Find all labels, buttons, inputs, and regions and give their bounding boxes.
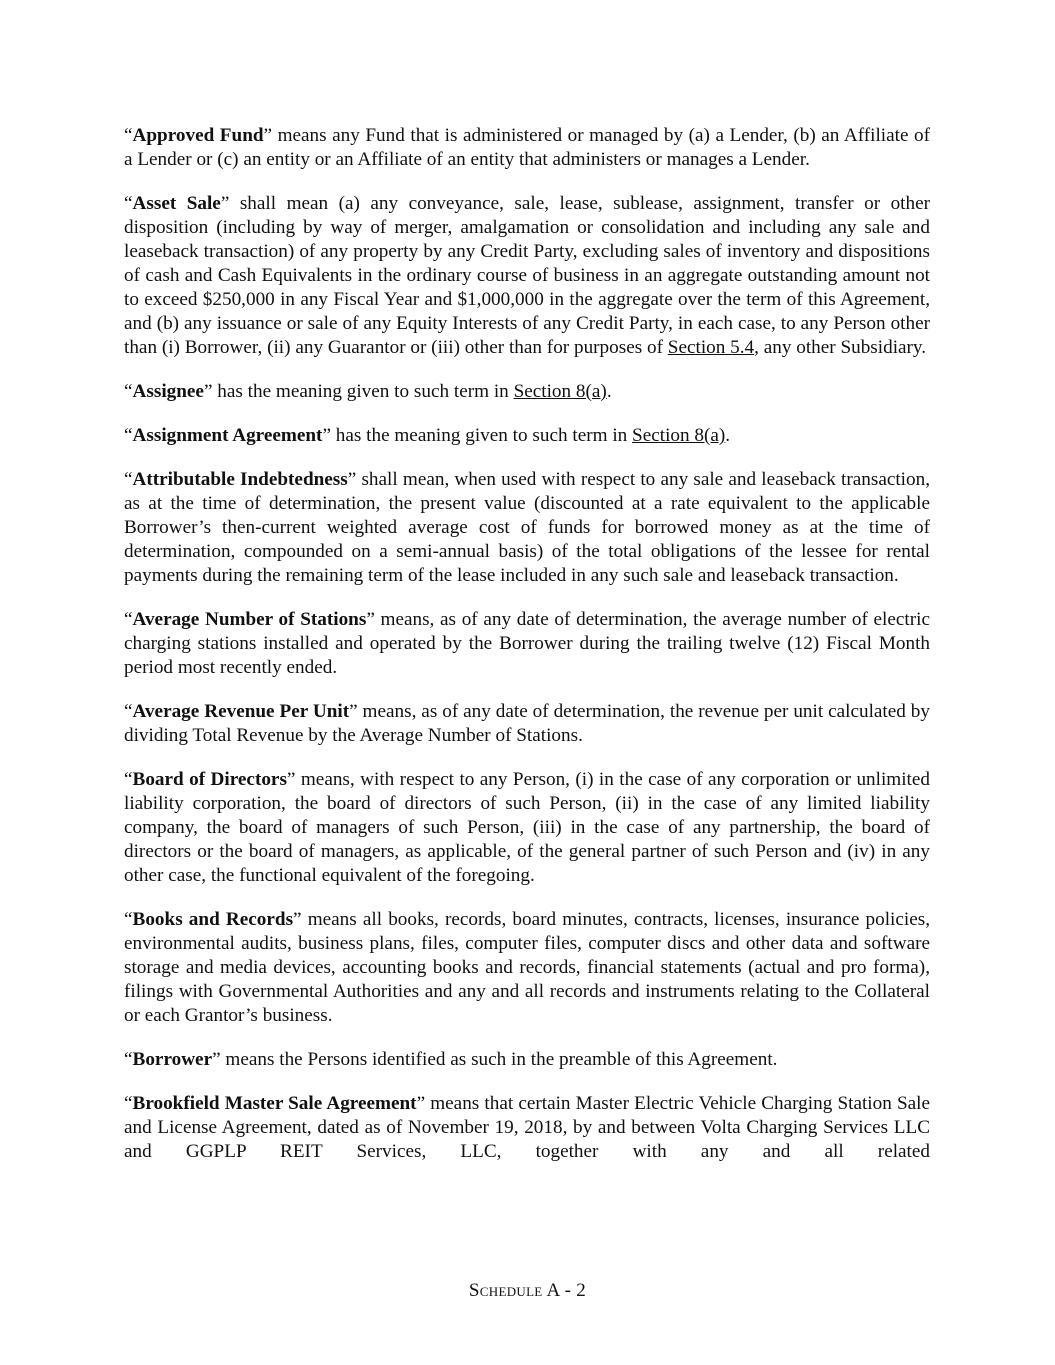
definition-text-tail: , any other Subsidiary. (754, 337, 927, 358)
defined-term: Board of Directors (132, 769, 287, 790)
defined-term: Assignment Agreement (132, 425, 323, 446)
defined-term: Assignee (132, 381, 204, 402)
definition-text: has the meaning given to such term in (212, 381, 514, 402)
definition-average-number-of-stations: “Average Number of Stations” means, as of any date of determination, the average number of electric charging stations installed and operated by the Borrower during the trailing twelve (12) Fiscal Month period most recently ended. (124, 609, 930, 678)
definition-text: shall mean, when used with respect to any sale and leaseback transaction, as at the time of determination, the present value (discounted at a rate equivalent to the applicable Borrower’s then-current weighted average cost of funds for borrowed money as at the time of determination, compounded on a semi-annual basis) of the total obligations of the lessee for rental payments during the remaining term of the lease included in any such sale and leaseback transaction. (124, 469, 930, 586)
section-reference: Section 8(a) (632, 425, 726, 446)
defined-term: Average Number of Stations (132, 609, 367, 630)
page-footer: Schedule A - 2 (468, 1280, 587, 1301)
definition-board-of-directors: “Board of Directors” means, with respect to any Person, (i) in the case of any corporation or unlimited liability corporation, the board of directors of such Person, (ii) in the case of any limited liability company, the board of managers of such Person, (iii) in the case of any partnership, the board of directors or the board of managers, as applicable, of the general partner of such Person and (iv) in any other case, the functional equivalent of the foregoing. (124, 769, 930, 886)
definition-attributable-indebtedness: “Attributable Indebtedness” shall mean, when used with respect to any sale and leaseback transaction, as at the time of determination, the present value (discounted at a rate equivalent to the applicable Borrower’s then-current weighted average cost of funds for borrowed money as at the time of determination, compounded on a semi-annual basis) of the total obligations of the lessee for rental payments during the remaining term of the lease included in any such sale and leaseback transaction. (124, 469, 930, 586)
defined-term: Books and Records (132, 909, 294, 930)
definition-text: means, as of any date of determination, the average number of electric charging stations installed and operated by the Borrower during the trailing twelve (12) Fiscal Month period most recently ended. (124, 609, 930, 678)
definition-text: has the meaning given to such term in (330, 425, 633, 446)
definition-text: means any Fund that is administered or managed by (a) a Lender, (b) an Affiliate of a Lender or (c) an entity or an Affiliate of an entity that administers or manages a Lender. (124, 125, 931, 170)
section-reference: Section 5.4 (667, 337, 755, 358)
definition-text-tail: . (725, 425, 731, 446)
defined-term: Brookfield Master Sale Agreement (132, 1093, 417, 1114)
definition-text: means all books, records, board minutes, contracts, licenses, insurance policies, environmental audits, business plans, files, computer files, computer discs and other data and software storage and media devices, accounting books and records, financial statements (actual and pro forma), filings with Governmental Authorities and any and all records and instruments relating to the Collateral or each Grantor’s business. (124, 909, 930, 1026)
section-reference: Section 8(a) (513, 381, 607, 402)
definition-approved-fund: “Approved Fund” means any Fund that is administered or managed by (a) a Lender, (b) an Affiliate of a Lender or (c) an entity or an Affiliate of an entity that administers or manages a Lender. (124, 125, 931, 170)
definition-borrower: “Borrower” means the Persons identified as such in the preamble of this Agreement. (124, 1049, 778, 1070)
definition-asset-sale: “Asset Sale” shall mean (a) any conveyance, sale, lease, sublease, assignment, transfer or other disposition (including by way of merger, amalgamation or consolidation and including any sale and leaseback transaction) of any property by any Credit Party, excluding sales of inventory and dispositions of cash and Cash Equivalents in the ordinary course of business in an aggregate outstanding amount not to exceed $250,000 in any Fiscal Year and $1,000,000 in the aggregate over the term of this Agreement, and (b) any issuance or sale of any Equity Interests of any Credit Party, in each case, to any Person other than (i) Borrower, (ii) any Guarantor or (iii) other than for purposes of Section 5.4, any other Subsidiary. (124, 193, 930, 358)
document-page (124, 124, 930, 1184)
defined-term: Average Revenue Per Unit (132, 701, 350, 722)
defined-term: Asset Sale (132, 193, 221, 214)
definition-text: shall mean (a) any conveyance, sale, lease, sublease, assignment, transfer or other disposition (including by way of merger, amalgamation or consolidation and including any sale and leaseback transaction) of any property by any Credit Party, excluding sales of inventory and dispositions of cash and Cash Equivalents in the ordinary course of business in an aggregate outstanding amount not to exceed $250,000 in any Fiscal Year and $1,000,000 in the aggregate over the term of this Agreement, and (b) any issuance or sale of any Equity Interests of any Credit Party, in each case, to any Person other than (i) Borrower, (ii) any Guarantor or (iii) other than for purposes of (124, 193, 930, 358)
definition-text: means that certain Master Electric Vehicle Charging Station Sale and License Agreement, dated as of November 19, 2018, by and between Volta Charging Services LLC and GGPLP REIT Services, LLC, together with any and all related (124, 1093, 930, 1162)
defined-term: Borrower (132, 1049, 213, 1070)
definition-text: means, with respect to any Person, (i) in the case of any corporation or unlimited liability corporation, the board of directors of such Person, (ii) in the case of any limited liability company, the board of managers of such Person, (iii) in the case of any partnership, the board of directors or the board of managers, as applicable, of the general partner of such Person and (iv) in any other case, the functional equivalent of the foregoing. (124, 769, 930, 886)
defined-term: Attributable Indebtedness (132, 469, 348, 490)
definition-assignee: “Assignee” has the meaning given to such term in Section 8(a). (124, 381, 612, 402)
definition-text: means the Persons identified as such in the preamble of this Agreement. (220, 1049, 778, 1070)
definition-average-revenue-per-unit: “Average Revenue Per Unit” means, as of any date of determination, the revenue per unit calculated by dividing Total Revenue by the Average Number of Stations. (124, 701, 930, 746)
definition-text: means, as of any date of determination, the revenue per unit calculated by dividing Total Revenue by the Average Number of Stations. (124, 701, 930, 746)
definition-text-tail: . (606, 381, 612, 402)
definition-assignment-agreement: “Assignment Agreement” has the meaning given to such term in Section 8(a). (124, 425, 731, 446)
definition-books-and-records: “Books and Records” means all books, records, board minutes, contracts, licenses, insurance policies, environmental audits, business plans, files, computer files, computer discs and other data and software storage and media devices, accounting books and records, financial statements (actual and pro forma), filings with Governmental Authorities and any and all records and instruments relating to the Collateral or each Grantor’s business. (124, 909, 930, 1026)
definition-brookfield-master-sale-agreement: “Brookfield Master Sale Agreement” means that certain Master Electric Vehicle Charging Station Sale and License Agreement, dated as of November 19, 2018, by and between Volta Charging Services LLC and GGPLP REIT Services, LLC, together with any and all related (124, 1093, 930, 1162)
defined-term: Approved Fund (132, 125, 264, 146)
